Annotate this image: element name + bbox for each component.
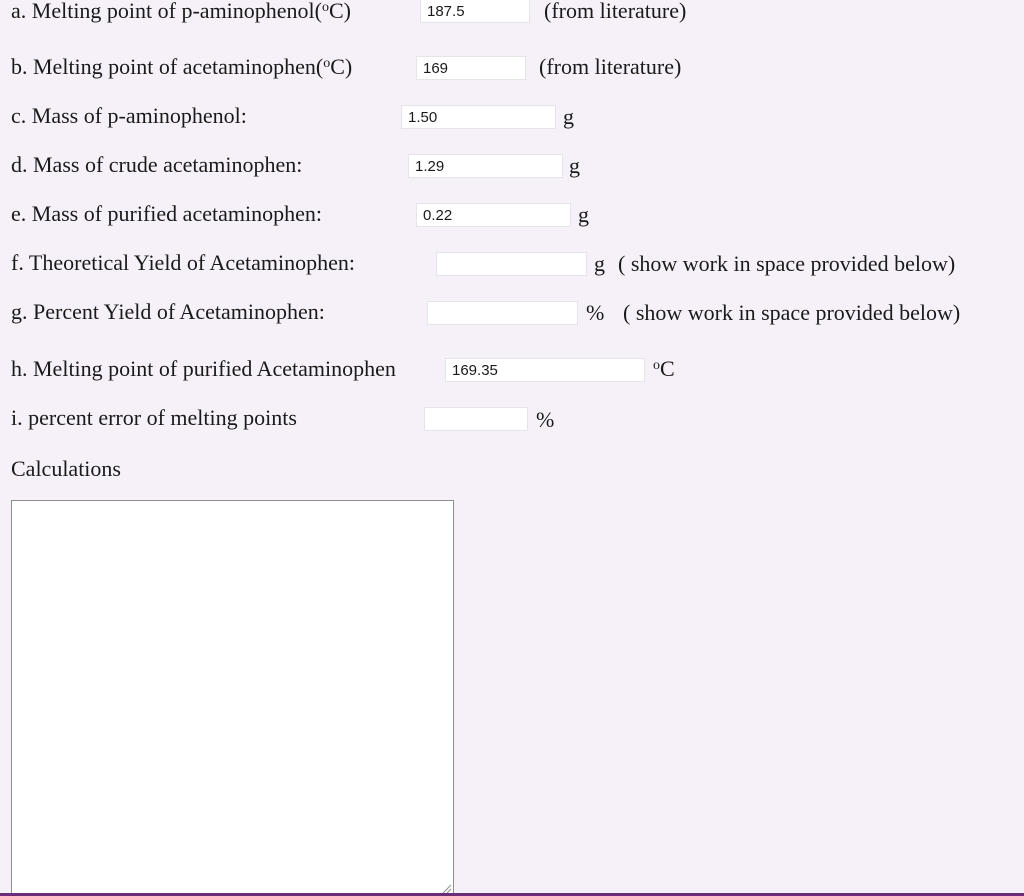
unit-celsius: $^o$C [653,356,675,381]
melting-point-acetaminophen-input[interactable] [416,56,526,80]
row-mass-p-aminophenol [0,102,1024,132]
row-theoretical-yield [0,249,1024,279]
row-melting-point-p-aminophenol [0,0,1024,27]
literature-note: (from literature) [539,54,682,79]
row-percent-yield [0,298,1024,328]
unit-grams: g [578,202,589,227]
melting-point-purified-input[interactable] [445,358,645,382]
row-melting-point-purified [0,355,1024,385]
show-work-note: ( show work in space provided below) [618,251,956,276]
theoretical-yield-input[interactable] [436,252,587,276]
unit-grams: g [563,104,574,129]
percent-yield-input[interactable] [427,301,578,325]
literature-note: (from literature) [544,0,687,23]
label-mass-purified-acetaminophen: e. Mass of purified acetaminophen: [11,201,322,226]
unit-grams: g [594,251,605,276]
label-melting-point-purified: h. Melting point of purified Acetaminophen [11,356,396,381]
label-melting-point-p-aminophenol: a. Melting point of p-aminophenol($^o$C) [11,0,351,23]
row-mass-crude-acetaminophen [0,151,1024,181]
label-percent-yield: g. Percent Yield of Acetaminophen: [11,299,325,324]
unit-grams: g [569,153,580,178]
unit-percent: % [586,300,605,325]
label-mass-p-aminophenol: c. Mass of p-aminophenol: [11,103,247,128]
row-mass-purified-acetaminophen [0,200,1024,230]
mass-p-aminophenol-input[interactable] [401,105,556,129]
mass-purified-acetaminophen-input[interactable] [416,203,571,227]
label-mass-crude-acetaminophen: d. Mass of crude acetaminophen: [11,152,303,177]
unit-percent: % [536,407,555,432]
calculations-heading: Calculations [11,456,121,481]
percent-error-input[interactable] [424,407,528,431]
melting-point-p-aminophenol-input[interactable] [420,0,530,23]
show-work-note: ( show work in space provided below) [623,300,961,325]
mass-crude-acetaminophen-input[interactable] [408,154,563,178]
label-percent-error: i. percent error of melting points [11,405,297,430]
label-melting-point-acetaminophen: b. Melting point of acetaminophen($^o$C) [11,54,353,79]
calculations-textarea[interactable] [11,500,454,896]
row-melting-point-acetaminophen [0,53,1024,83]
label-theoretical-yield: f. Theoretical Yield of Acetaminophen: [11,250,355,275]
row-percent-error [0,404,1024,434]
